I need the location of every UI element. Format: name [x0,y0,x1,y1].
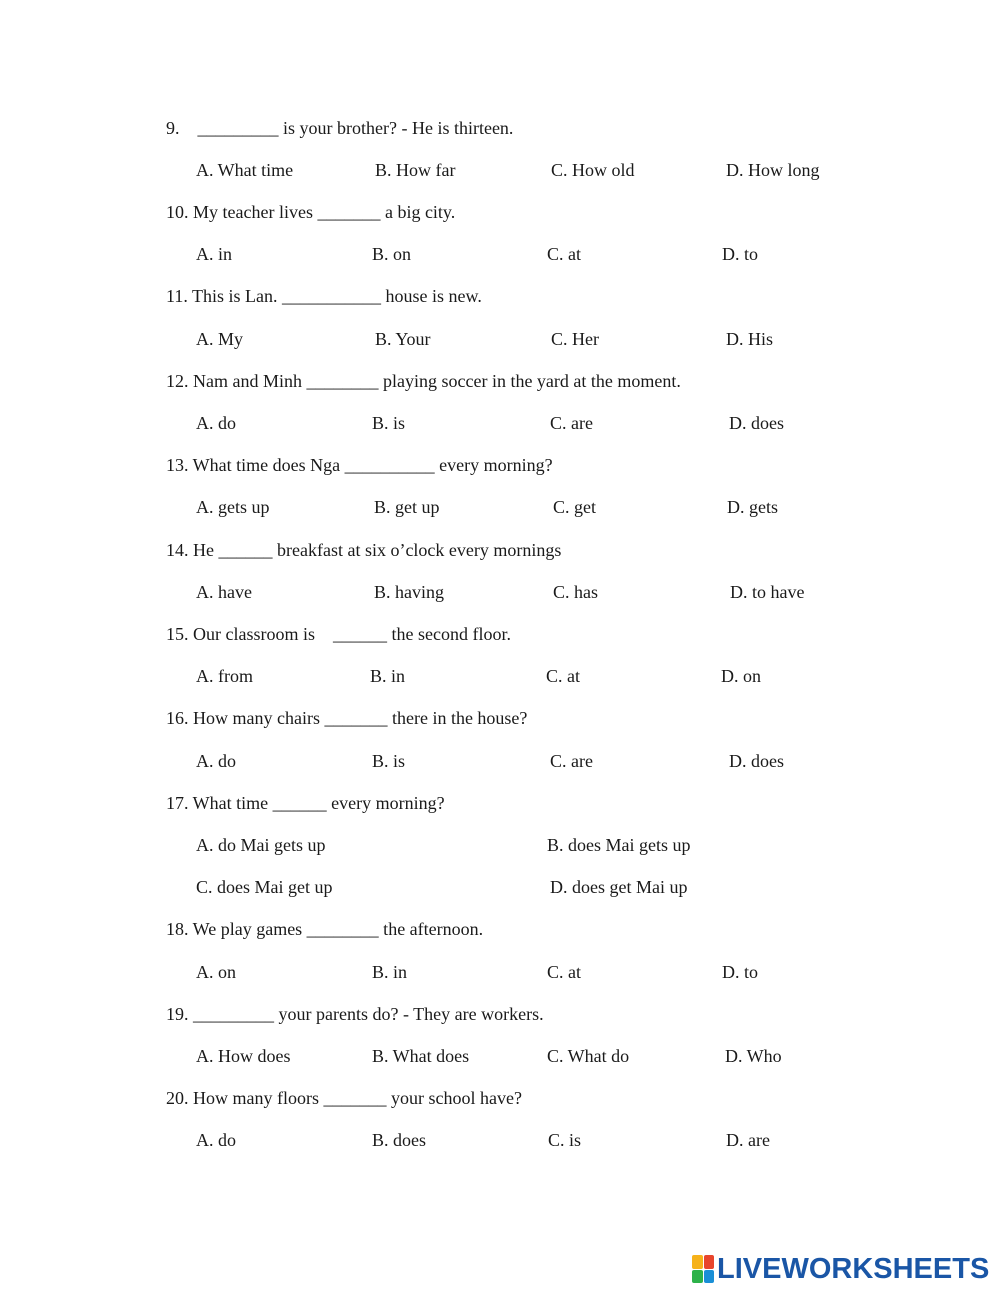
option-c[interactable]: C. at [547,244,581,264]
liveworksheets-logo [692,1254,989,1284]
question-stem: 18. We play games ________ the afternoon. [166,919,484,939]
option-a[interactable]: A. do Mai gets up [196,835,326,855]
option-b[interactable]: B. get up [374,497,440,517]
option-a[interactable]: A. do [196,413,236,433]
option-d[interactable]: D. His [726,329,774,349]
option-d[interactable]: D. on [721,666,761,686]
option-b[interactable]: B. Your [375,329,431,349]
option-a[interactable]: A. on [196,962,236,982]
question-stem: 11. This is Lan. ___________ house is new. [166,286,482,306]
question-stem: 15. Our classroom is ______ the second floor. [166,624,511,644]
question-stem: 20. How many floors _______ your school have? [166,1088,522,1108]
option-c[interactable]: C. What do [547,1046,630,1066]
option-c[interactable]: C. How old [551,160,635,180]
question-stem: 16. How many chairs _______ there in the house? [166,708,528,728]
option-b[interactable]: B. does [372,1130,426,1150]
option-a[interactable]: A. What time [196,160,294,180]
option-b[interactable]: B. does Mai gets up [547,835,691,855]
question-stem: 19. _________ your parents do? - They are workers. [166,1004,544,1024]
option-c[interactable]: C. at [547,962,581,982]
option-b[interactable]: B. in [370,666,406,686]
option-c[interactable]: C. are [550,413,593,433]
option-b[interactable]: B. is [372,751,406,771]
option-c[interactable]: C. is [548,1130,582,1150]
option-a[interactable]: A. My [196,329,244,349]
option-b[interactable]: B. is [372,413,406,433]
option-c[interactable]: C. at [546,666,580,686]
option-d[interactable]: D. are [726,1130,770,1150]
option-b[interactable]: B. in [372,962,408,982]
option-c[interactable]: C. has [553,582,598,602]
option-d[interactable]: D. does [729,413,784,433]
question-stem: 12. Nam and Minh ________ playing soccer in the yard at the moment. [166,371,681,391]
option-d[interactable]: D. to [722,962,758,982]
option-b[interactable]: B. having [374,582,444,602]
option-a[interactable]: A. do [196,751,236,771]
option-a[interactable]: A. How does [196,1046,291,1066]
question-stem: 14. He ______ breakfast at six o’clock every mornings [166,540,562,560]
option-a[interactable]: A. gets up [196,497,270,517]
option-c[interactable]: C. get [553,497,596,517]
option-d[interactable]: D. does get Mai up [550,877,688,897]
option-d[interactable]: D. Who [725,1046,782,1066]
option-b[interactable]: B. What does [372,1046,470,1066]
question-stem: 9. _________ is your brother? - He is thirteen. [166,118,514,138]
option-c[interactable]: C. are [550,751,593,771]
option-d[interactable]: D. to have [730,582,805,602]
question-stem: 13. What time does Nga __________ every morning? [166,455,553,475]
question-stem: 17. What time ______ every morning? [166,793,445,813]
option-c[interactable]: C. Her [551,329,599,349]
option-a[interactable]: A. from [196,666,253,686]
option-d[interactable]: D. How long [726,160,820,180]
option-b[interactable]: B. How far [375,160,456,180]
option-d[interactable]: D. to [722,244,758,264]
logo-text: LIVEWORKSHEETS [717,1252,990,1285]
question-stem: 10. My teacher lives _______ a big city. [166,202,456,222]
option-b[interactable]: B. on [372,244,412,264]
option-c[interactable]: C. does Mai get up [196,877,333,897]
option-a[interactable]: A. do [196,1130,236,1150]
option-a[interactable]: A. in [196,244,232,264]
option-a[interactable]: A. have [196,582,252,602]
option-d[interactable]: D. does [729,751,784,771]
option-d[interactable]: D. gets [727,497,778,517]
liveworksheets-logo-icon [692,1255,714,1283]
